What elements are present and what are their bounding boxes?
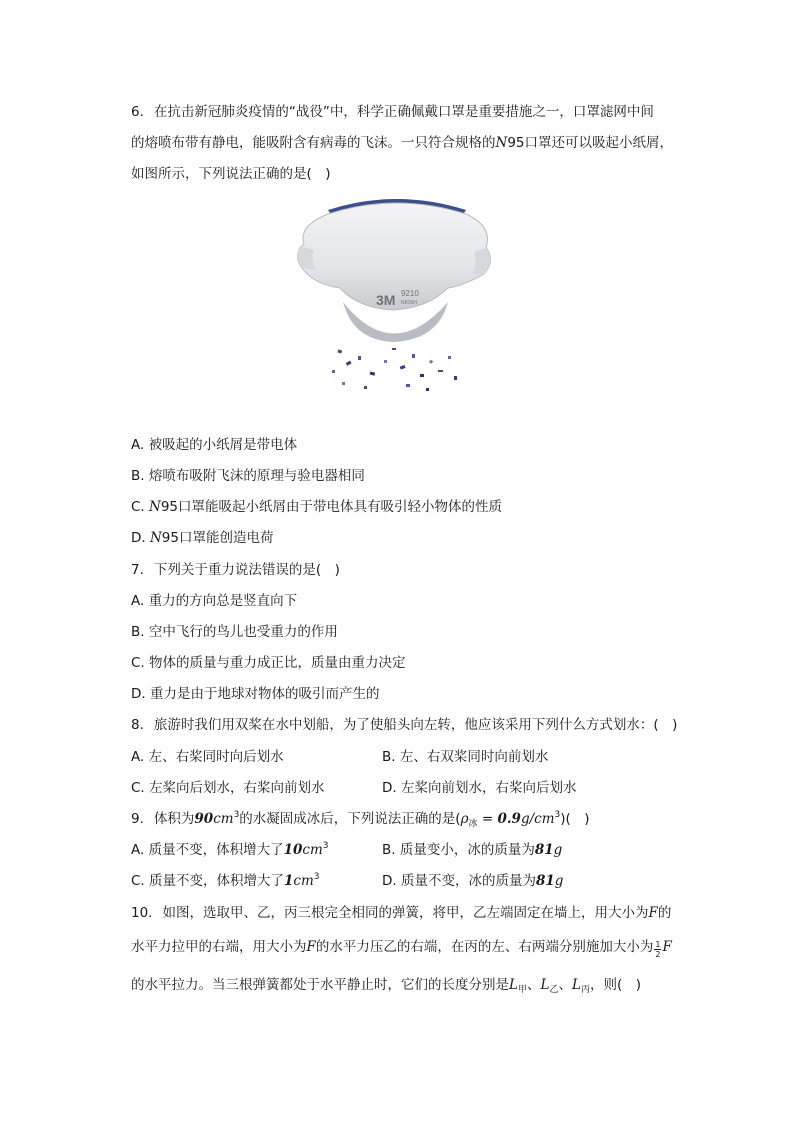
q10-math-f3: F	[662, 939, 672, 955]
q7-option-d	[131, 684, 379, 704]
q8-option-c-text: C. 左桨向后划水，右桨向前划水	[131, 780, 325, 796]
q7-stem	[131, 560, 340, 580]
q10-sep-1: 、	[526, 977, 541, 993]
q6-option-a-text: A. 被吸起的小纸屑是带电体	[131, 437, 298, 453]
q6-option-d-math: N	[149, 530, 162, 546]
q9-rho-symbol: ρ	[460, 811, 469, 827]
q10-stem-line3	[131, 975, 641, 995]
q10-fraction-numerator: 1	[655, 940, 661, 949]
q9-rho-value: 0.9	[497, 811, 521, 827]
q10-sub-jia: 甲	[517, 985, 527, 995]
q10-math-f2: F	[306, 939, 316, 955]
q9-option-c-value: 1	[284, 873, 294, 889]
q6-stem-text1: 在抗击新冠肺炎疫情的“战役”中，科学正确佩戴口罩是重要措施之一，口罩滤网中间	[153, 104, 654, 120]
mask-cert-text: NIOSH	[401, 300, 417, 306]
q10-fraction-denominator: 2	[655, 950, 661, 959]
n95-mask-figure	[288, 190, 498, 400]
q9-option-b-unit: g	[553, 842, 563, 858]
q9-rho-unit: g/cm	[520, 811, 555, 827]
q7-option-c-text: C. 物体的质量与重力成正比，质量由重力决定	[131, 655, 406, 671]
q6-number: 6.	[131, 104, 144, 120]
q9-number: 9.	[131, 811, 144, 827]
q9-option-d	[382, 871, 563, 891]
q9-option-a-unit: cm	[302, 842, 323, 858]
q6-option-d	[131, 528, 273, 548]
q10-sub-yi: 乙	[549, 985, 559, 995]
q6-option-c-label: C.	[131, 499, 150, 515]
mask-model-text: 9210	[401, 289, 419, 298]
q8-option-b	[382, 747, 548, 767]
q8-number: 8.	[131, 717, 144, 733]
q9-stem	[131, 809, 590, 829]
q10-text-3a: 的水平拉力。当三根弹簧都处于水平静止时，它们的长度分别是	[131, 977, 509, 993]
q6-option-b	[131, 466, 365, 486]
q9-option-b-value: 81	[534, 842, 554, 858]
q7-option-a-text: A. 重力的方向总是竖直向下	[131, 593, 298, 609]
q6-stem-text3: 如图所示，下列说法正确的是( )	[131, 166, 331, 182]
q8-option-d	[382, 778, 576, 798]
q10-stem-line2	[131, 937, 672, 959]
q10-text-1a: 如图，选取甲、乙，丙三根完全相同的弹簧，将甲，乙左端固定在墙上，用大小为	[162, 905, 649, 921]
q6-stem-text2b: 95口罩还可以吸起小纸屑，	[507, 135, 673, 151]
q10-math-f1: F	[648, 905, 658, 921]
q10-sep-2: 、	[558, 977, 572, 993]
q8-option-d-text: D. 左桨向前划水，右桨向后划水	[382, 780, 577, 796]
q10-text-2b: 的水平力压乙的右端，在丙的左、右两端分别施加大小为	[315, 939, 654, 955]
q9-option-b	[382, 840, 562, 860]
q6-option-d-label: D.	[131, 530, 150, 546]
q9-option-a-text: A. 质量不变，体积增大了	[131, 842, 284, 858]
q10-fraction-half	[654, 940, 661, 959]
q9-rho-subscript: 冰	[468, 819, 478, 829]
q9-option-b-text: B. 质量变小，冰的质量为	[382, 842, 535, 858]
q9-volume-exp: 3	[233, 810, 240, 820]
q8-stem	[131, 715, 677, 735]
q6-stem-text2a: 的熔喷布带有静电，能吸附含有病毒的飞沫。一只符合规格的	[131, 135, 496, 151]
q7-stem-text: 下列关于重力说法错误的是( )	[153, 562, 340, 578]
q6-stem-line3	[131, 164, 331, 184]
q9-stem-text-b: 的水凝固成冰后，下列说法正确的是(	[239, 811, 461, 827]
q9-option-c-text: C. 质量不变，体积增大了	[131, 873, 285, 889]
q6-stem-line2	[131, 133, 673, 153]
q8-option-b-text: B. 左、右双桨同时向前划水	[382, 749, 549, 765]
q9-option-d-unit: g	[554, 873, 564, 889]
q9-option-a-exp: 3	[322, 841, 329, 851]
q6-option-d-text: 95口罩能创造电荷	[161, 530, 274, 546]
q10-length-jia: L	[509, 977, 518, 993]
q8-option-c	[131, 778, 325, 798]
q10-length-bing: L	[571, 977, 581, 993]
q7-option-a	[131, 591, 297, 611]
q8-option-a-text: A. 左、右桨同时向后划水	[131, 749, 284, 765]
q6-option-b-text: B. 熔喷布吸附飞沫的原理与验电器相同	[131, 468, 365, 484]
q6-option-c	[131, 497, 502, 517]
q9-equals: =	[477, 811, 498, 827]
q9-option-a-value: 10	[283, 842, 303, 858]
q9-option-d-value: 81	[535, 873, 555, 889]
q6-option-c-text: 95口罩能吸起小纸屑由于带电体具有吸引轻小物体的性质	[160, 499, 503, 515]
q6-stem-line1	[131, 102, 654, 122]
q7-option-d-text: D. 重力是由于地球对物体的吸引而产生的	[131, 686, 380, 702]
q9-option-a	[131, 840, 329, 860]
q9-option-d-text: D. 质量不变，冰的质量为	[382, 873, 536, 889]
q6-option-a	[131, 435, 297, 455]
q10-number: 10.	[131, 905, 153, 921]
q7-option-b-text: B. 空中飞行的鸟儿也受重力的作用	[131, 624, 338, 640]
q7-option-c	[131, 653, 406, 673]
q7-option-b	[131, 622, 338, 642]
q9-rho-exp: 3	[554, 810, 561, 820]
q10-text-1b: 的	[657, 905, 672, 921]
q9-option-c-exp: 3	[313, 872, 320, 882]
mask-brand-logo: 3M	[376, 292, 396, 308]
q10-stem-line1	[131, 903, 671, 923]
q9-option-c	[131, 871, 320, 891]
q9-stem-text-a: 体积为	[153, 811, 195, 827]
q8-stem-text: 旅游时我们用双桨在水中划船，为了使船头向左转，他应该采用下列什么方式划水：( )	[153, 717, 678, 733]
q7-number: 7.	[131, 562, 144, 578]
q9-volume-unit: cm	[213, 811, 234, 827]
q10-text-2a: 水平力拉甲的右端，用大小为	[131, 939, 307, 955]
q8-option-a	[131, 747, 284, 767]
q6-stem-math-n: N	[495, 135, 508, 151]
q10-text-3b: ，则( )	[589, 977, 641, 993]
paper-scraps	[332, 348, 457, 391]
q9-option-c-unit: cm	[293, 873, 314, 889]
q6-option-c-math: N	[149, 499, 161, 515]
q10-sub-bing: 丙	[580, 985, 590, 995]
q10-length-yi: L	[540, 977, 550, 993]
q9-stem-text-c: )( )	[560, 811, 590, 827]
q9-volume-value: 90	[194, 811, 214, 827]
